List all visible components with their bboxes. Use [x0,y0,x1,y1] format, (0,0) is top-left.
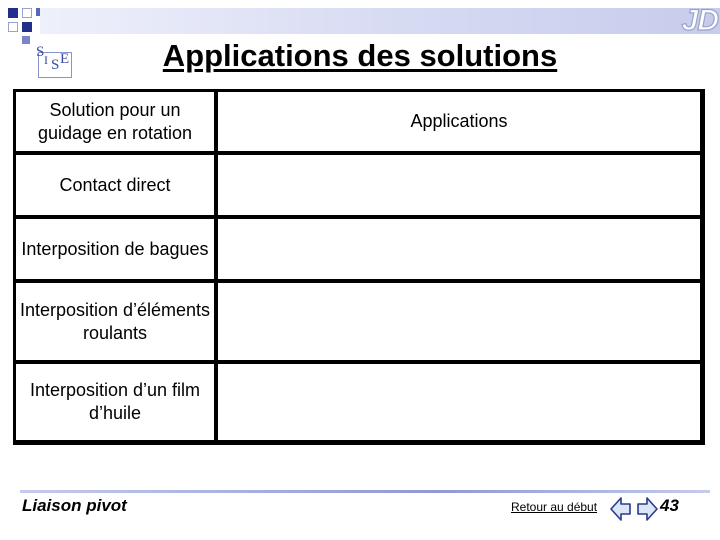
jd-logo: JD [681,4,718,37]
table-header-solution: Solution pour un guidage en rotation [16,92,214,151]
page-title: Applications des solutions [162,38,558,73]
table-row-solution: Interposition d’éléments roulants [16,283,214,360]
solutions-table [13,89,705,445]
sise-logo-letter: S [36,44,45,60]
next-arrow-icon[interactable] [638,498,657,520]
table-row-application[interactable] [218,155,700,215]
decor-square [22,8,32,18]
table-row-application[interactable] [218,283,700,360]
back-to-start-link[interactable]: Retour au début [511,500,598,514]
nav-arrows-graphic [610,494,658,524]
table-row-solution: Interposition de bagues [16,219,214,279]
footer-divider [20,490,710,493]
sise-logo-letter: E [60,51,70,67]
table-row-solution: Interposition d’un film d’huile [16,364,214,440]
table-row-solution: Contact direct [16,155,214,215]
previous-arrow-icon[interactable] [611,498,630,520]
header-band [40,8,720,34]
decor-square [22,22,32,32]
nav-arrows [610,494,658,524]
page-number: 43 [660,496,679,515]
sise-logo-letter: S [51,57,60,73]
table-header-applications: Applications [218,92,700,151]
table-row-application[interactable] [218,219,700,279]
footer-section-label: Liaison pivot [22,496,127,515]
sise-logo-letter: I [44,53,48,67]
decor-square [8,22,18,32]
decor-square [8,8,18,18]
table-row-application[interactable] [218,364,700,440]
